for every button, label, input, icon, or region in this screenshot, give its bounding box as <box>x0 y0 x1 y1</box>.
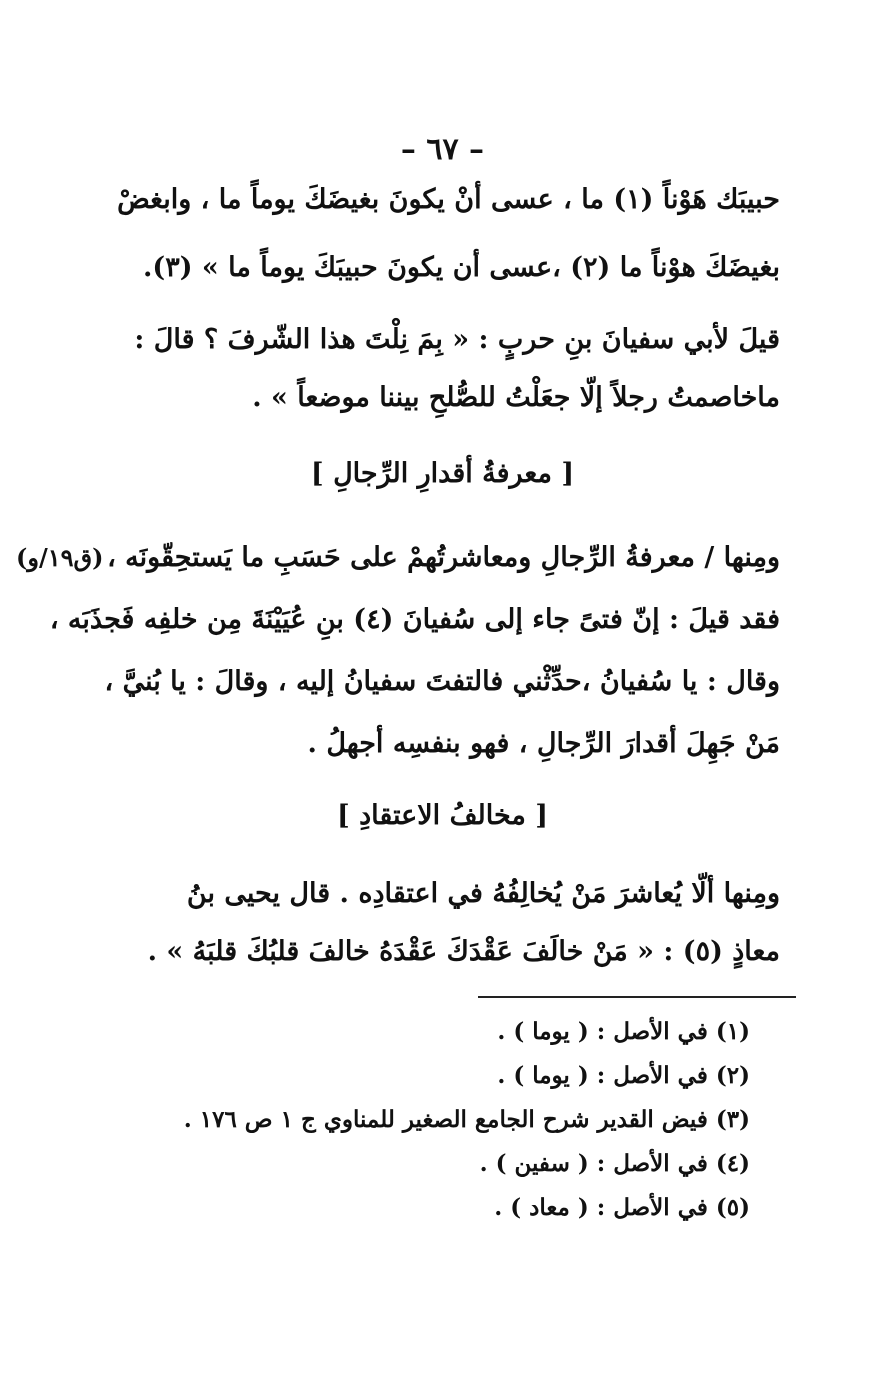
text-line: ومِنها ألّا يُعاشرَ مَنْ يُخالِفُهُ في اعتقادِه . قال يحيى بنُ <box>186 878 780 909</box>
footnote: (٢) في الأصل : ( يوما ) . <box>497 1062 750 1089</box>
footnote: (٣) فيض القدير شرح الجامع الصغير للمناوي ج ١ ص ١٧٦ . <box>183 1106 750 1133</box>
text-line: بغيضَكَ هوْناً ما (٢) ،عسى أن يكونَ حبيبَكَ يوماً ما » (٣). <box>143 252 780 283</box>
text-line: وقال : يا سُفيانُ ،حدِّثْني فالتفتَ سفيانُ إليه ، وقالَ : يا بُنيَّ ، <box>104 666 780 697</box>
margin-folio-note: (ق١٩/و) <box>16 543 104 572</box>
page-number: – ٦٧ – <box>400 132 485 167</box>
text-line: معاذٍ (٥) : « مَنْ خالَفَ عَقْدَكَ عَقْدَهُ خالفَ قلبُكَ قلبَهُ » . <box>147 936 780 967</box>
text-line: ومِنها / معرفةُ الرِّجالِ ومعاشرتُهمْ على حَسَبِ ما يَستحِقّونَه ، <box>107 542 780 573</box>
text-line: مَنْ جَهِلَ أقدارَ الرِّجالِ ، فهو بنفسِه أجهلُ . <box>307 728 780 759</box>
section-heading: [ معرفةُ أقدارِ الرِّجالِ ] <box>310 458 575 489</box>
section-heading: [ مخالفُ الاعتقادِ ] <box>336 800 549 831</box>
footnote: (٥) في الأصل : ( معاد ) . <box>494 1194 750 1221</box>
text-line: فقد قيلَ : إنّ فتىً جاء إلى سُفيانَ (٤) بنِ عُيَيْنَةَ مِن خلفِه فَجذَبَه ، <box>49 604 780 635</box>
text-line: حبيبَك هَوْناً (١) ما ، عسى أنْ يكونَ بغيضَكَ يوماً ما ، وابغضْ <box>117 184 780 215</box>
text-line: ماخاصمتُ رجلاً إلّا جعَلْتُ للصُّلحِ بيننا موضعاً » . <box>252 382 780 413</box>
footnote-divider <box>478 996 796 998</box>
footnote: (٤) في الأصل : ( سفين ) . <box>479 1150 750 1177</box>
text-line: قيلَ لأبي سفيانَ بنِ حربٍ : « بِمَ نِلْتَ هذا الشّرفَ ؟ قالَ : <box>134 324 780 355</box>
footnote: (١) في الأصل : ( يوما ) . <box>497 1018 750 1045</box>
